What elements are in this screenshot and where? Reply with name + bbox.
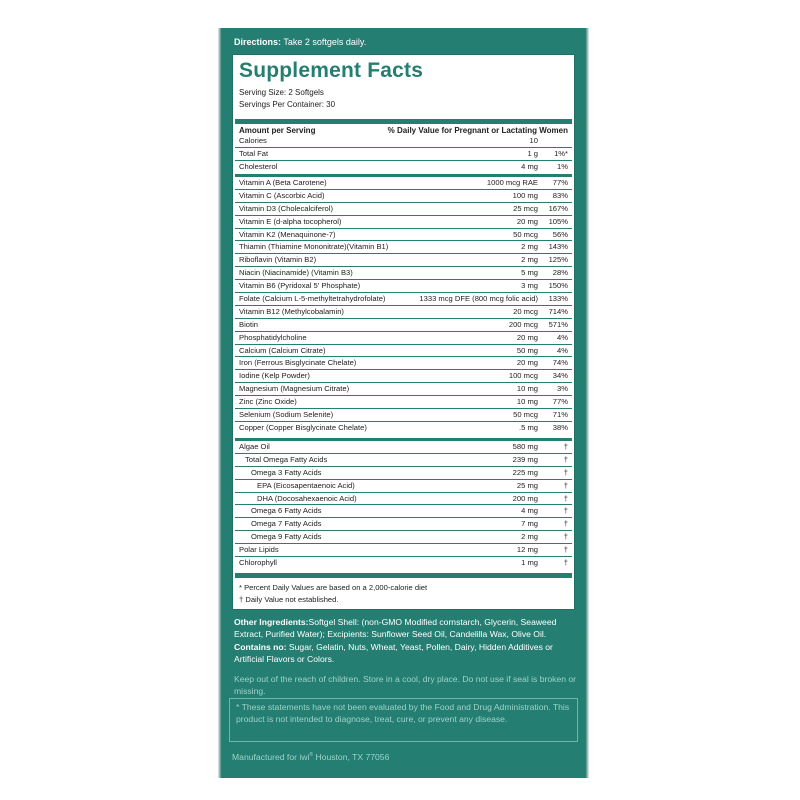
rows-macros — [235, 135, 572, 174]
facts-title: Supplement Facts — [239, 59, 424, 82]
nutrient-name: Folate (Calcium L-5-methyltetrahydrofolate) — [239, 294, 386, 304]
table-row — [235, 544, 572, 557]
nutrient-amount: 580 mg — [512, 442, 538, 451]
table-row — [235, 370, 572, 383]
nutrient-amount: 20 mg — [516, 358, 538, 368]
nutrient-name: Chlorophyll — [239, 558, 277, 568]
table-row — [235, 557, 572, 570]
nutrient-name: Magnesium (Magnesium Citrate) — [239, 384, 350, 394]
nutrient-daily-value: 34% — [552, 371, 568, 381]
nutrient-daily-value: † — [563, 519, 568, 529]
nutrient-amount: 100 mg — [512, 190, 538, 200]
contains-no-text: Sugar, Gelatin, Nuts, Wheat, Yeast, Pollen, Dairy, Hidden Additives or Artificial Flavors or Colors. — [234, 642, 553, 664]
table-row — [235, 441, 572, 454]
nutrient-name: Phosphatidylcholine — [239, 332, 307, 342]
nutrient-daily-value: 4% — [557, 332, 568, 342]
nutrient-amount: 4 mg — [521, 161, 538, 171]
nutrient-daily-value: 4% — [557, 345, 568, 355]
nutrient-daily-value: † — [563, 506, 568, 516]
nutrient-name: Calcium (Calcium Citrate) — [239, 345, 326, 355]
nutrient-name: EPA (Eicosapentaenoic Acid) — [257, 480, 355, 490]
nutrient-name: Vitamin E (d-alpha tocopherol) — [239, 216, 342, 226]
table-row — [235, 422, 572, 435]
nutrient-name: Polar Lipids — [239, 545, 279, 555]
nutrient-daily-value: 3% — [557, 384, 568, 394]
nutrient-name: Cholesterol — [239, 161, 278, 171]
table-row — [235, 454, 572, 467]
nutrient-daily-value: † — [563, 558, 568, 568]
nutrient-daily-value: 38% — [552, 422, 568, 432]
nutrient-amount: .5 mg — [519, 422, 538, 432]
nutrient-amount: 225 mg — [512, 467, 538, 477]
nutrient-name: Vitamin D3 (Cholecalciferol) — [239, 203, 333, 213]
nutrient-daily-value: † — [563, 442, 568, 451]
nutrient-amount: 50 mg — [516, 345, 538, 355]
manufacturer-address: Houston, TX 77056 — [313, 751, 390, 762]
supplement-facts-panel — [232, 54, 575, 610]
manufacturer-prefix: Manufactured for iwi — [232, 751, 310, 762]
fda-disclaimer: * These statements have not been evaluated by the Food and Drug Administration. This product is not intended to diagnose, treat, cure, or prevent any disease. — [229, 698, 578, 742]
table-row — [235, 135, 572, 148]
nutrient-name: Niacin (Niacinamide) (Vitamin B3) — [239, 268, 353, 278]
table-row — [235, 531, 572, 544]
nutrient-amount: 100 mcg — [508, 371, 538, 381]
nutrient-amount: 239 mg — [512, 454, 538, 464]
nutrient-daily-value: 105% — [548, 216, 568, 226]
rows-lipids — [235, 441, 572, 570]
registered-mark: ® — [309, 752, 314, 758]
nutrient-name: Zinc (Zinc Oxide) — [239, 397, 297, 407]
nutrient-name: Vitamin B6 (Pyridoxal 5' Phosphate) — [239, 281, 361, 291]
nutrient-daily-value: 1% — [557, 161, 568, 171]
nutrient-name: Omega 6 Fatty Acids — [251, 506, 322, 516]
nutrient-amount: 20 mg — [516, 216, 538, 226]
nutrient-amount: 20 mg — [516, 332, 538, 342]
table-row — [235, 280, 572, 293]
nutrient-amount: 12 mg — [516, 545, 538, 555]
nutrient-name: Riboflavin (Vitamin B2) — [239, 255, 317, 265]
nutrient-amount: 10 mg — [516, 397, 538, 407]
table-row — [235, 345, 572, 358]
table-row — [235, 467, 572, 480]
table-row — [235, 518, 572, 531]
header-daily-value: % Daily Value for Pregnant or Lactating Women — [387, 126, 568, 135]
nutrient-amount: 200 mcg — [508, 319, 538, 329]
nutrient-daily-value: 77% — [552, 397, 568, 407]
table-row — [235, 177, 572, 190]
table-row — [235, 203, 572, 216]
nutrient-daily-value: 77% — [552, 178, 568, 187]
footnote-dagger: † Daily Value not established. — [239, 594, 339, 604]
nutrient-amount: 2 mg — [521, 242, 538, 252]
section-divider — [235, 573, 572, 578]
table-row — [235, 254, 572, 267]
nutrient-daily-value: 714% — [548, 306, 568, 316]
nutrient-amount: 3 mg — [521, 281, 538, 291]
table-row — [235, 306, 572, 319]
nutrient-daily-value: † — [563, 493, 568, 503]
table-row — [235, 357, 572, 370]
table-row — [235, 383, 572, 396]
nutrient-amount: 1000 mcg RAE — [486, 178, 538, 187]
table-row — [235, 148, 572, 161]
footnote-daily-value-basis: * Percent Daily Values are based on a 2,000-calorie diet — [239, 583, 428, 592]
nutrient-name: Vitamin K2 (Menaquinone-7) — [239, 229, 336, 239]
nutrient-amount: 10 — [529, 136, 538, 145]
table-row — [235, 319, 572, 332]
nutrient-name: Vitamin B12 (Methylcobalamin) — [239, 306, 344, 316]
nutrient-amount: 2 mg — [521, 532, 538, 542]
nutrient-daily-value: 83% — [552, 190, 568, 200]
nutrient-name: DHA (Docosahexaenoic Acid) — [257, 493, 357, 503]
nutrient-daily-value: 167% — [548, 203, 568, 213]
contains-no — [234, 642, 579, 665]
nutrient-daily-value: 133% — [548, 294, 568, 304]
nutrient-amount: 50 mcg — [513, 410, 538, 420]
nutrient-daily-value: 71% — [552, 410, 568, 420]
nutrient-daily-value: 571% — [548, 319, 568, 329]
nutrient-name: Iron (Ferrous Bisglycinate Chelate) — [239, 358, 357, 368]
nutrient-amount: 25 mg — [516, 480, 538, 490]
directions-label: Directions: — [234, 37, 282, 47]
table-row — [235, 161, 572, 174]
nutrient-name: Total Omega Fatty Acids — [245, 454, 328, 464]
nutrient-daily-value: 74% — [552, 358, 568, 368]
nutrient-daily-value: 143% — [548, 242, 568, 252]
table-row — [235, 216, 572, 229]
nutrient-daily-value: 150% — [548, 281, 568, 291]
other-ingredients-text: Softgel Shell: (non-GMO Modified cornstarch, Glycerin, Seaweed Extract, Purified Water); Excipients: Sunflower Seed Oil, Candelilla Wax, Olive Oil. — [234, 617, 557, 639]
nutrient-name: Selenium (Sodium Selenite) — [239, 410, 334, 420]
nutrient-amount: 1 g — [527, 148, 538, 158]
nutrient-name: Thiamin (Thiamine Mononitrate)(Vitamin B1) — [239, 242, 389, 252]
package-edge-right — [585, 28, 589, 778]
nutrient-daily-value: 56% — [552, 229, 568, 239]
table-row — [235, 293, 572, 306]
nutrient-daily-value: 28% — [552, 268, 568, 278]
directions — [234, 36, 574, 48]
nutrient-amount: 2 mg — [521, 255, 538, 265]
storage-warning: Keep out of the reach of children. Store in a cool, dry place. Do not use if seal is broken or missing. — [234, 674, 577, 696]
footnotes — [239, 582, 427, 605]
nutrient-amount: 10 mg — [516, 384, 538, 394]
table-row — [235, 409, 572, 422]
servings-per-container: Servings Per Container: 30 — [239, 100, 336, 109]
nutrient-name: Algae Oil — [239, 442, 270, 451]
table-header — [235, 119, 572, 133]
nutrient-amount: 20 mcg — [513, 306, 538, 316]
nutrient-daily-value: † — [563, 480, 568, 490]
header-amount-per-serving: Amount per Serving — [239, 126, 316, 135]
nutrient-daily-value: † — [563, 467, 568, 477]
table-row — [235, 480, 572, 493]
nutrient-amount: 50 mcg — [513, 229, 538, 239]
nutrient-amount: 7 mg — [521, 519, 538, 529]
nutrient-name: Calories — [239, 136, 267, 145]
serving-info — [239, 87, 335, 111]
serving-size: Serving Size: 2 Softgels — [239, 88, 324, 97]
table-row — [235, 505, 572, 518]
nutrient-amount: 1333 mcg DFE (800 mcg folic acid) — [419, 294, 538, 304]
nutrient-amount: 4 mg — [521, 506, 538, 516]
nutrient-name: Total Fat — [239, 148, 269, 158]
nutrient-name: Copper (Copper Bisglycinate Chelate) — [239, 422, 367, 432]
nutrient-name: Biotin — [239, 319, 258, 329]
nutrient-name: Omega 7 Fatty Acids — [251, 519, 322, 529]
table-row — [235, 493, 572, 506]
nutrient-amount: 200 mg — [512, 493, 538, 503]
nutrient-amount: 25 mcg — [513, 203, 538, 213]
nutrient-daily-value: 125% — [548, 255, 568, 265]
nutrient-daily-value: † — [563, 545, 568, 555]
manufacturer-line — [232, 750, 389, 763]
nutrient-name: Vitamin A (Beta Carotene) — [239, 178, 327, 187]
table-row — [235, 229, 572, 242]
nutrient-amount: 5 mg — [521, 268, 538, 278]
other-ingredients-label: Other Ingredients: — [234, 617, 309, 627]
nutrient-daily-value: 1%* — [554, 148, 568, 158]
table-row — [235, 190, 572, 203]
table-row — [235, 396, 572, 409]
directions-text: Take 2 softgels daily. — [283, 37, 367, 47]
nutrient-daily-value: † — [563, 532, 568, 542]
rows-vitamins-minerals — [235, 177, 572, 435]
nutrient-amount: 1 mg — [521, 558, 538, 568]
table-row — [235, 267, 572, 280]
nutrient-name: Omega 3 Fatty Acids — [251, 467, 322, 477]
table-row — [235, 241, 572, 254]
nutrient-name: Vitamin C (Ascorbic Acid) — [239, 190, 325, 200]
nutrient-daily-value: † — [563, 454, 568, 464]
nutrient-name: Omega 9 Fatty Acids — [251, 532, 322, 542]
contains-no-label: Contains no: — [234, 642, 287, 652]
other-ingredients — [234, 617, 579, 640]
nutrient-name: Iodine (Kelp Powder) — [239, 371, 310, 381]
table-row — [235, 332, 572, 345]
